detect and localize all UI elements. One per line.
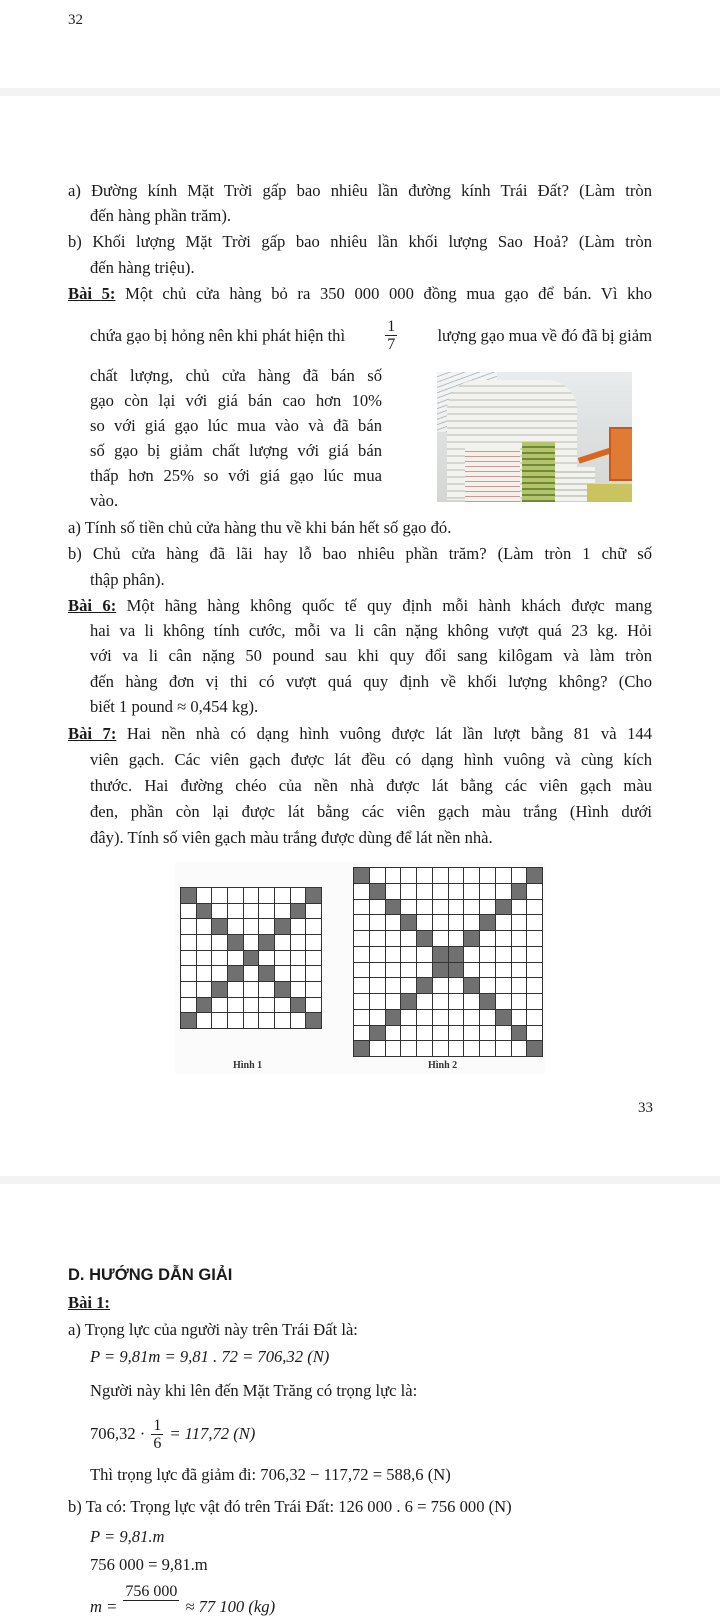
- tile-white: [244, 966, 259, 981]
- tile-white: [370, 994, 385, 1009]
- tile-black: [181, 888, 196, 903]
- tile-white: [417, 1041, 432, 1056]
- tile-black: [527, 1041, 542, 1056]
- tile-white: [512, 994, 527, 1009]
- tile-white: [496, 1026, 511, 1041]
- tile-white: [181, 904, 196, 919]
- solution-a-eq1: P = 9,81m = 9,81 . 72 = 706,32 (N): [90, 1347, 330, 1366]
- tile-white: [275, 966, 290, 981]
- bai5-wrap-line: vào.: [90, 491, 119, 510]
- bai6-line2: hai va li không tính cước, mỗi va li cân nặng không vượt quá 23 kg. Hỏi: [90, 621, 652, 640]
- tile-white: [275, 935, 290, 950]
- bai7-line5: đây). Tính số viên gạch màu trắng được dùng để lát nền nhà.: [90, 828, 493, 847]
- tile-white: [244, 919, 259, 934]
- tile-white: [370, 931, 385, 946]
- bai6-label: Bài 6:: [68, 596, 117, 615]
- figure-2-caption: Hình 2: [428, 1060, 458, 1071]
- tile-white: [228, 982, 243, 997]
- tile-black: [386, 900, 401, 915]
- tile-white: [370, 1041, 385, 1056]
- solutions-heading: D. HƯỚNG DẪN GIẢI: [68, 1266, 233, 1284]
- bai7-line2: viên gạch. Các viên gạch được lát đều có dạng hình vuông và cùng kích: [90, 750, 652, 769]
- tile-white: [259, 1013, 274, 1028]
- tile-white: [433, 1010, 448, 1025]
- tile-black: [464, 931, 479, 946]
- tile-white: [244, 935, 259, 950]
- tile-white: [212, 904, 227, 919]
- tile-white: [512, 900, 527, 915]
- tile-white: [259, 951, 274, 966]
- tile-white: [291, 888, 306, 903]
- tile-white: [197, 888, 212, 903]
- solution-b-eq1: P = 9,81.m: [90, 1527, 165, 1546]
- tile-black: [306, 888, 321, 903]
- tile-white: [417, 884, 432, 899]
- tile-black: [496, 900, 511, 915]
- tile-white: [386, 947, 401, 962]
- tile-white: [527, 1026, 542, 1041]
- tile-white: [496, 931, 511, 946]
- tile-white: [464, 1041, 479, 1056]
- tile-white: [354, 884, 369, 899]
- fraction-numerator: 756 000: [125, 1583, 178, 1600]
- tile-white: [228, 919, 243, 934]
- tile-white: [433, 868, 448, 883]
- bai6-line5: biết 1 pound ≈ 0,454 kg).: [90, 697, 259, 716]
- bai5-text2-post: lượng gạo mua về đó đã bị giảm: [437, 325, 652, 345]
- page-separator: [0, 1176, 720, 1184]
- tile-white: [181, 919, 196, 934]
- tile-white: [244, 904, 259, 919]
- tile-white: [386, 931, 401, 946]
- tile-white: [449, 994, 464, 1009]
- tile-white: [228, 1013, 243, 1028]
- bai5-text2-pre: chứa gạo bị hỏng nên khi phát hiện thì: [90, 325, 346, 345]
- tile-white: [464, 915, 479, 930]
- tile-white: [212, 935, 227, 950]
- bai5-line2: [90, 318, 652, 353]
- tile-black: [244, 951, 259, 966]
- tile-white: [401, 1041, 416, 1056]
- tile-white: [212, 951, 227, 966]
- tile-white: [449, 931, 464, 946]
- tile-white: [306, 998, 321, 1013]
- q4-a-line2: đến hàng phần trăm).: [90, 206, 231, 225]
- tile-black: [512, 1026, 527, 1041]
- tile-white: [480, 963, 495, 978]
- solution-a-intro: a) Trọng lực của người này trên Trái Đất là:: [68, 1320, 358, 1339]
- tile-white: [370, 978, 385, 993]
- tile-white: [527, 947, 542, 962]
- fraction-one-sixth: [151, 1417, 163, 1452]
- tile-white: [275, 951, 290, 966]
- tile-white: [370, 900, 385, 915]
- tile-white: [480, 1010, 495, 1025]
- tile-white: [212, 966, 227, 981]
- figure-1-caption: Hình 1: [233, 1060, 263, 1071]
- tile-white: [370, 947, 385, 962]
- tile-white: [480, 868, 495, 883]
- bai5-wrap-line: gạo còn lại với giá bán cao hơn 10%: [90, 391, 382, 410]
- tile-grid-figure-2: [353, 867, 543, 1057]
- tile-white: [370, 915, 385, 930]
- bai5-label: Bài 5:: [68, 284, 116, 303]
- tile-black: [464, 978, 479, 993]
- tile-white: [512, 1010, 527, 1025]
- bai7-label: Bài 7:: [68, 724, 117, 743]
- tile-white: [464, 900, 479, 915]
- tile-white: [480, 1026, 495, 1041]
- photo-green-bags: [522, 442, 555, 502]
- tile-white: [480, 931, 495, 946]
- fraction-numerator: 1: [153, 1416, 162, 1434]
- tile-white: [275, 998, 290, 1013]
- bai6-line1: [68, 596, 652, 616]
- tile-white: [401, 1026, 416, 1041]
- bai5-text1: Một chủ cửa hàng bỏ ra 350 000 000 đồng mua gạo để bán. Vì kho: [115, 284, 652, 303]
- tile-white: [496, 963, 511, 978]
- fraction-numerator: 1: [387, 318, 396, 335]
- bai5-line1: [68, 284, 652, 304]
- tile-white: [417, 1026, 432, 1041]
- eq3-left: m =: [90, 1597, 118, 1616]
- tile-black: [181, 1013, 196, 1028]
- tile-white: [370, 963, 385, 978]
- tile-white: [228, 888, 243, 903]
- tile-white: [480, 1041, 495, 1056]
- bai7-line3: thước. Hai đường chéo của nền nhà được lát bằng các viên gạch màu: [90, 776, 652, 795]
- tile-grid-figure-1: [180, 887, 322, 1029]
- tile-white: [464, 994, 479, 1009]
- tile-white: [449, 1041, 464, 1056]
- eq3-right: ≈ 77 100 (kg): [185, 1597, 276, 1616]
- bai7-line4: đen, phần còn lại được lát bằng các viên gạch màu trắng (Hình dưới: [90, 802, 652, 821]
- tile-white: [354, 1026, 369, 1041]
- bai5-wrap-line: số gạo bị giảm chất lượng với giá bán: [90, 441, 382, 460]
- tile-white: [212, 1013, 227, 1028]
- tile-white: [181, 935, 196, 950]
- tile-white: [417, 963, 432, 978]
- tile-white: [275, 1013, 290, 1028]
- bai6-text1: Một hãng hàng không quốc tế quy định mỗi hành khách được mang: [116, 596, 653, 615]
- tile-white: [401, 931, 416, 946]
- tile-white: [433, 978, 448, 993]
- tile-white: [512, 868, 527, 883]
- tile-white: [244, 998, 259, 1013]
- tile-black: [417, 931, 432, 946]
- tile-white: [449, 1010, 464, 1025]
- tile-white: [306, 904, 321, 919]
- eq2-left: 706,32 ·: [90, 1424, 146, 1443]
- tile-white: [512, 963, 527, 978]
- tile-white: [197, 919, 212, 934]
- tile-white: [480, 947, 495, 962]
- tile-white: [354, 963, 369, 978]
- tile-white: [512, 915, 527, 930]
- tile-white: [259, 998, 274, 1013]
- tile-figures: [175, 862, 545, 1074]
- q4-a-line1: a) Đường kính Mặt Trời gấp bao nhiêu lần đường kính Trái Đất? (Làm tròn: [68, 181, 652, 200]
- tile-white: [527, 900, 542, 915]
- tile-black: [433, 947, 448, 962]
- tile-white: [449, 978, 464, 993]
- tile-black: [433, 963, 448, 978]
- tile-white: [464, 868, 479, 883]
- tile-black: [212, 919, 227, 934]
- tile-white: [244, 982, 259, 997]
- tile-white: [228, 904, 243, 919]
- tile-black: [449, 963, 464, 978]
- tile-white: [275, 904, 290, 919]
- tile-white: [496, 947, 511, 962]
- tile-white: [181, 966, 196, 981]
- tile-white: [259, 982, 274, 997]
- tile-white: [401, 884, 416, 899]
- tile-black: [527, 868, 542, 883]
- solution-b-eq2: 756 000 = 9,81.m: [90, 1555, 208, 1574]
- tile-white: [464, 947, 479, 962]
- tile-white: [354, 1010, 369, 1025]
- tile-white: [449, 900, 464, 915]
- tile-white: [401, 947, 416, 962]
- tile-white: [464, 1010, 479, 1025]
- q4-b-line1: b) Khối lượng Mặt Trời gấp bao nhiêu lần khối lượng Sao Hoả? (Làm tròn: [68, 232, 652, 251]
- tile-white: [197, 1013, 212, 1028]
- tile-white: [386, 1041, 401, 1056]
- fraction-mass: [123, 1583, 179, 1601]
- solution-a-reduce: Thì trọng lực đã giảm đi: 706,32 − 117,72 = 588,6 (N): [90, 1465, 451, 1484]
- tile-white: [433, 900, 448, 915]
- tile-white: [212, 888, 227, 903]
- tile-white: [433, 1041, 448, 1056]
- tile-white: [181, 998, 196, 1013]
- tile-white: [433, 994, 448, 1009]
- tile-black: [259, 966, 274, 981]
- tile-white: [449, 915, 464, 930]
- tile-black: [275, 982, 290, 997]
- tile-black: [306, 1013, 321, 1028]
- tile-white: [512, 947, 527, 962]
- tile-white: [291, 935, 306, 950]
- bai5-b-line1: b) Chủ cửa hàng đã lãi hay lỗ bao nhiêu phần trăm? (Làm tròn 1 chữ số: [68, 544, 652, 563]
- tile-white: [354, 947, 369, 962]
- tile-white: [417, 994, 432, 1009]
- eq2-right: = 117,72 (N): [169, 1424, 256, 1443]
- tile-white: [291, 919, 306, 934]
- tile-white: [401, 1010, 416, 1025]
- tile-black: [228, 966, 243, 981]
- tile-black: [291, 904, 306, 919]
- tile-black: [496, 1010, 511, 1025]
- tile-black: [228, 935, 243, 950]
- tile-white: [496, 884, 511, 899]
- photo-yellow-bags: [587, 484, 632, 502]
- fraction-denominator: 7: [387, 336, 396, 353]
- bai5-wrap-line: thấp hơn 25% so với giá gạo lúc mua: [90, 466, 382, 485]
- tile-white: [480, 884, 495, 899]
- tile-black: [401, 915, 416, 930]
- tile-white: [370, 868, 385, 883]
- tile-white: [386, 884, 401, 899]
- tile-black: [354, 868, 369, 883]
- tile-white: [527, 884, 542, 899]
- bai5-wrap-line: chất lượng, chủ cửa hàng đã bán số: [90, 366, 382, 385]
- tile-white: [527, 963, 542, 978]
- tile-black: [275, 919, 290, 934]
- tile-white: [370, 1010, 385, 1025]
- tile-white: [291, 951, 306, 966]
- tile-white: [291, 982, 306, 997]
- tile-black: [480, 994, 495, 1009]
- tile-white: [496, 1041, 511, 1056]
- tile-white: [512, 1041, 527, 1056]
- solution-a-eq2: [90, 1412, 652, 1456]
- page-number-bottom: 33: [638, 1100, 653, 1116]
- page-separator: [0, 88, 720, 96]
- bai5-wrap-line: so với giá gạo lúc mua vào và đã bán: [90, 416, 382, 435]
- bai6-line3: với va li cân nặng 50 pound sau khi quy đổi sang kilôgam và làm tròn: [90, 646, 652, 665]
- tile-white: [527, 978, 542, 993]
- tile-white: [512, 978, 527, 993]
- tile-white: [228, 951, 243, 966]
- tile-black: [354, 1041, 369, 1056]
- tile-black: [417, 978, 432, 993]
- tile-white: [401, 978, 416, 993]
- tile-white: [496, 868, 511, 883]
- tile-black: [212, 982, 227, 997]
- tile-white: [306, 982, 321, 997]
- bai5-a: a) Tính số tiền chủ cửa hàng thu về khi bán hết số gạo đó.: [68, 518, 452, 537]
- tile-white: [449, 868, 464, 883]
- tile-white: [527, 1010, 542, 1025]
- tile-white: [197, 982, 212, 997]
- tile-white: [496, 915, 511, 930]
- tile-black: [197, 998, 212, 1013]
- tile-white: [496, 978, 511, 993]
- tile-white: [244, 888, 259, 903]
- bai7-line1: [68, 724, 652, 744]
- tile-black: [259, 935, 274, 950]
- tile-white: [527, 931, 542, 946]
- tile-white: [464, 963, 479, 978]
- fraction-one-seventh: [385, 318, 397, 353]
- tile-white: [386, 963, 401, 978]
- tile-white: [433, 915, 448, 930]
- fraction-denominator: 6: [153, 1434, 162, 1452]
- tile-white: [386, 868, 401, 883]
- tile-white: [354, 978, 369, 993]
- tile-white: [354, 994, 369, 1009]
- tile-white: [354, 931, 369, 946]
- solution-b-intro: b) Ta có: Trọng lực vật đó trên Trái Đất: 126 000 . 6 = 756 000 (N): [68, 1497, 512, 1516]
- tile-white: [401, 900, 416, 915]
- page-number-top: 32: [68, 12, 83, 28]
- tile-white: [527, 994, 542, 1009]
- tile-black: [449, 947, 464, 962]
- tile-white: [449, 884, 464, 899]
- bai1-label: Bài 1:: [68, 1293, 110, 1312]
- tile-black: [401, 994, 416, 1009]
- tile-white: [386, 1026, 401, 1041]
- tile-white: [259, 904, 274, 919]
- tile-white: [386, 915, 401, 930]
- tile-white: [464, 884, 479, 899]
- tile-white: [259, 888, 274, 903]
- tile-white: [181, 982, 196, 997]
- tile-white: [401, 963, 416, 978]
- tile-white: [212, 998, 227, 1013]
- tile-white: [291, 966, 306, 981]
- tile-white: [417, 868, 432, 883]
- tile-black: [291, 998, 306, 1013]
- tile-white: [417, 947, 432, 962]
- tile-black: [480, 915, 495, 930]
- tile-black: [370, 1026, 385, 1041]
- photo-machine: [609, 427, 632, 481]
- solution-a-moon: Người này khi lên đến Mặt Trăng có trọng lực là:: [90, 1381, 418, 1400]
- tile-white: [401, 868, 416, 883]
- solution-bai1-label: [68, 1293, 652, 1313]
- tile-white: [228, 998, 243, 1013]
- bai7-text1: Hai nền nhà có dạng hình vuông được lát lần lượt bằng 81 và 144: [116, 724, 652, 743]
- tile-white: [181, 951, 196, 966]
- tile-white: [197, 966, 212, 981]
- tile-white: [275, 888, 290, 903]
- tile-black: [370, 884, 385, 899]
- tile-white: [306, 935, 321, 950]
- tile-white: [480, 978, 495, 993]
- tile-white: [291, 1013, 306, 1028]
- tile-white: [354, 900, 369, 915]
- tile-white: [197, 951, 212, 966]
- tile-black: [512, 884, 527, 899]
- photo-rice-stack: [465, 447, 520, 502]
- tile-white: [433, 931, 448, 946]
- rice-warehouse-photo: [437, 372, 632, 502]
- tile-white: [512, 931, 527, 946]
- tile-white: [480, 900, 495, 915]
- tile-black: [197, 904, 212, 919]
- tile-white: [417, 915, 432, 930]
- tile-white: [306, 951, 321, 966]
- tile-white: [464, 1026, 479, 1041]
- q4-b-line2: đến hàng triệu).: [90, 258, 195, 277]
- bai5-b-line2: thập phân).: [90, 570, 165, 589]
- tile-white: [306, 919, 321, 934]
- tile-white: [197, 935, 212, 950]
- tile-black: [386, 1010, 401, 1025]
- tile-white: [433, 884, 448, 899]
- tile-white: [244, 1013, 259, 1028]
- tile-white: [259, 919, 274, 934]
- tile-white: [496, 994, 511, 1009]
- tile-white: [527, 915, 542, 930]
- bai6-line4: đến hàng đơn vị thi có vượt quá quy định về khối lượng không? (Cho: [90, 672, 652, 691]
- tile-white: [386, 978, 401, 993]
- tile-white: [306, 966, 321, 981]
- tile-white: [417, 900, 432, 915]
- tile-white: [386, 994, 401, 1009]
- tile-white: [433, 1026, 448, 1041]
- tile-white: [354, 915, 369, 930]
- tile-white: [449, 1026, 464, 1041]
- tile-white: [417, 1010, 432, 1025]
